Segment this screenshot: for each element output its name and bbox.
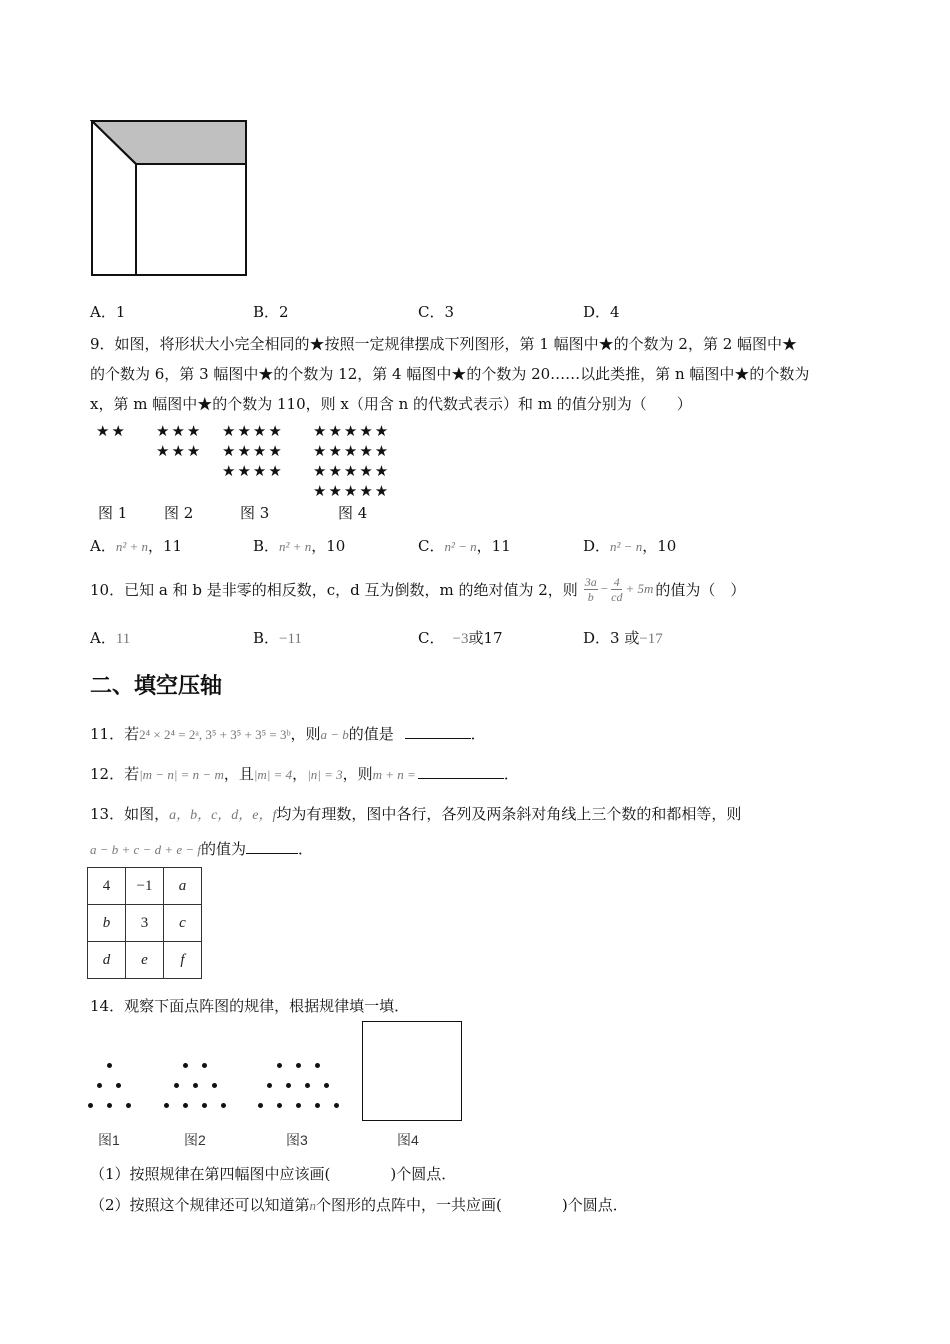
star-row: ★★★★★: [313, 442, 391, 460]
option-expr: n² − n: [444, 539, 477, 554]
q13-text-line2: [90, 838, 313, 859]
dot: [97, 1083, 102, 1088]
q9-option-c[interactable]: [418, 535, 511, 556]
option-expr: 3 或: [610, 629, 640, 647]
q10-text-a: 10．已知 a 和 b 是非零的相反数，c，d 互为倒数，m 的绝对值为 2，则: [90, 580, 578, 599]
dot: [315, 1063, 320, 1068]
q14-fig1-label: 图1: [98, 1132, 120, 1148]
option-letter: A．: [90, 629, 116, 647]
option-letter: A．: [90, 537, 116, 555]
q11-suffix: 的值是: [348, 725, 394, 743]
option-letter: C．: [418, 537, 445, 555]
q9-fig1-label: 图 1: [98, 504, 128, 522]
q9-option-b[interactable]: [253, 535, 345, 556]
dot: [202, 1103, 207, 1108]
q12-expression-2: |m| = 4: [253, 767, 293, 782]
q13-end: ．: [298, 840, 314, 858]
grid-cell: f: [164, 942, 202, 979]
q9-fig3-stars: [222, 421, 284, 481]
q12-prefix: 12．若: [90, 765, 140, 783]
star-row: ★★★★★: [313, 462, 391, 480]
q14-sub2-a: （2）按照这个规律还可以知道第: [90, 1196, 310, 1214]
star-row: ★★★★: [222, 462, 284, 480]
q13-answer-blank[interactable]: [246, 839, 298, 854]
star-row: ★★: [96, 422, 127, 440]
option-tail: ，11: [148, 537, 183, 555]
dot: [315, 1103, 320, 1108]
q14-sub2: [90, 1194, 628, 1215]
q11-text: [90, 723, 486, 744]
grid-cell: d: [88, 942, 126, 979]
q14-fig2-label: 图2: [184, 1132, 206, 1148]
star-row: ★★★★: [222, 442, 284, 460]
dot: [88, 1103, 93, 1108]
q13-suffix-2: 的值为: [201, 840, 247, 858]
option-tail: −17: [639, 631, 663, 647]
q10-text: [90, 568, 745, 610]
dot: [107, 1063, 112, 1068]
q12-answer-blank[interactable]: [418, 764, 504, 779]
section-heading: 二、填空压轴: [90, 674, 223, 699]
q11-mid: ，则: [290, 725, 321, 743]
grid-cell: b: [88, 905, 126, 942]
q10-option-b[interactable]: [253, 627, 302, 648]
q11-end: ．: [470, 725, 486, 743]
dot: [277, 1103, 282, 1108]
option-expr: −11: [279, 631, 302, 647]
option-tail: ，10: [642, 537, 677, 555]
dot: [296, 1063, 301, 1068]
q9-text-line3: x，第 m 幅图中★的个数为 110，则 x（用含 n 的代数式表示）和 m 的值分别为（ ）: [90, 395, 692, 413]
option-letter: D．: [583, 629, 611, 647]
q12-expression-3: |n| = 3: [307, 767, 343, 782]
option-expr: n² + n: [115, 539, 149, 554]
q13-vars: a，b，c，d，e，f: [169, 808, 277, 823]
q11-expression: 2⁴ × 2⁴ = 2ᵃ, 3⁵ + 3⁵ + 3⁵ = 3ᵇ: [139, 727, 291, 742]
dot: [193, 1083, 198, 1088]
q12-mid2: ，则: [342, 765, 373, 783]
option-tail: 或17: [468, 629, 503, 647]
q14-sub1: （1）按照规律在第四幅图中应该画( )个圆点．: [90, 1165, 457, 1183]
q12-expression: |m − n| = n − m: [139, 767, 224, 782]
q9-fig4-label: 图 4: [338, 504, 368, 522]
star-row: ★★★★★: [313, 482, 391, 500]
q11-prefix: 11．若: [90, 725, 140, 743]
q9-fig2-label: 图 2: [164, 504, 194, 522]
q8-option-b[interactable]: B．2: [253, 303, 289, 321]
q14-fig3-label: 图3: [286, 1132, 308, 1148]
q13-expression: a − b + c − d + e − f: [90, 842, 202, 857]
option-letter: D．: [583, 537, 611, 555]
dot: [183, 1063, 188, 1068]
dot: [202, 1063, 207, 1068]
dot: [174, 1083, 179, 1088]
dot: [183, 1103, 188, 1108]
grid-cell: a: [164, 868, 202, 905]
q9-option-d[interactable]: [583, 535, 676, 556]
q10-plus-term: + 5m: [625, 581, 654, 596]
dot: [334, 1103, 339, 1108]
grid-cell: −1: [126, 868, 164, 905]
q8-option-c[interactable]: C．3: [418, 303, 455, 321]
q12-expression-4: m + n =: [372, 767, 416, 782]
dot: [212, 1083, 217, 1088]
q10-option-a[interactable]: [90, 627, 130, 648]
dot: [107, 1103, 112, 1108]
star-row: ★★★: [156, 422, 203, 440]
q12-end: ．: [503, 765, 519, 783]
q9-option-a[interactable]: [90, 535, 182, 556]
option-tail: ，11: [476, 537, 511, 555]
grid-cell: e: [126, 942, 164, 979]
grid-cell: 4: [88, 868, 126, 905]
q12-sep: ，: [292, 765, 308, 783]
q14-fig4-label: 图4: [397, 1132, 419, 1148]
grid-cell: 3: [126, 905, 164, 942]
q14-title: 14．观察下面点阵图的规律，根据规律填一填．: [90, 997, 410, 1015]
star-row: ★★★★★: [313, 422, 391, 440]
star-row: ★★★★: [222, 422, 284, 440]
q9-fig3-label: 图 3: [240, 504, 270, 522]
q10-option-c[interactable]: [418, 627, 503, 648]
fraction-denominator: cd: [611, 589, 623, 604]
grid-cell: c: [164, 905, 202, 942]
q13-suffix: 均为有理数，图中各行，各列及两条斜对角线上三个数的和都相等，则: [276, 805, 742, 823]
fraction-numerator: 4: [611, 575, 622, 590]
dot: [296, 1103, 301, 1108]
q12-text: [90, 763, 519, 784]
star-row: ★★★: [156, 442, 203, 460]
q12-mid1: ，且: [223, 765, 254, 783]
fraction-denominator: b: [587, 589, 594, 604]
dot: [258, 1103, 263, 1108]
dot: [116, 1083, 121, 1088]
option-letter: B．: [253, 537, 280, 555]
dot: [324, 1083, 329, 1088]
fraction-numerator: 3a: [584, 574, 597, 589]
q9-fig4-stars: [313, 421, 390, 501]
q10-fraction-2: [611, 575, 622, 604]
option-letter: B．: [253, 629, 280, 647]
q10-option-d[interactable]: [583, 627, 663, 648]
dot: [221, 1103, 226, 1108]
option-letter: C．: [418, 629, 445, 647]
option-expr: −3: [452, 631, 469, 647]
option-expr: n² + n: [279, 539, 312, 554]
q10-minus: −: [600, 581, 609, 596]
option-tail: ，10: [311, 537, 346, 555]
q14-sub2-b: 个图形的点阵中，一共应画( )个圆点．: [316, 1196, 628, 1214]
q11-answer-blank[interactable]: [405, 724, 471, 739]
q8-option-a[interactable]: A．1: [90, 303, 126, 321]
q11-expression-2: a − b: [320, 727, 349, 742]
q14-sub2-var: n: [309, 1198, 317, 1213]
dot: [305, 1083, 310, 1088]
q13-text-line1: [90, 803, 741, 824]
q9-text-line2: 的个数为 6，第 3 幅图中★的个数为 12，第 4 幅图中★的个数为 20……以此类推，第 n 幅图中★的个数为: [90, 365, 810, 383]
option-expr: 11: [115, 631, 131, 647]
option-expr: n² − n: [610, 539, 643, 554]
q13-prefix: 13．如图，: [90, 805, 170, 823]
q8-option-d[interactable]: D．4: [583, 303, 620, 321]
q10-fraction-1: [584, 575, 598, 604]
q10-text-b: 的值为（ ）: [655, 580, 746, 599]
dot: [164, 1103, 169, 1108]
q9-text-line1: 9．如图，将形状大小完全相同的★按照一定规律摆成下列图形，第 1 幅图中★的个数为 2，第 2 幅图中★: [90, 335, 798, 353]
dot: [286, 1083, 291, 1088]
q13-magic-square: [87, 867, 202, 979]
dot: [126, 1103, 131, 1108]
dot: [277, 1063, 282, 1068]
q14-fig4-empty-box[interactable]: [362, 1021, 462, 1121]
q8-figure: [90, 119, 250, 279]
q9-fig2-stars: [156, 421, 202, 461]
dot: [267, 1083, 272, 1088]
q9-fig1-stars: [96, 421, 127, 441]
